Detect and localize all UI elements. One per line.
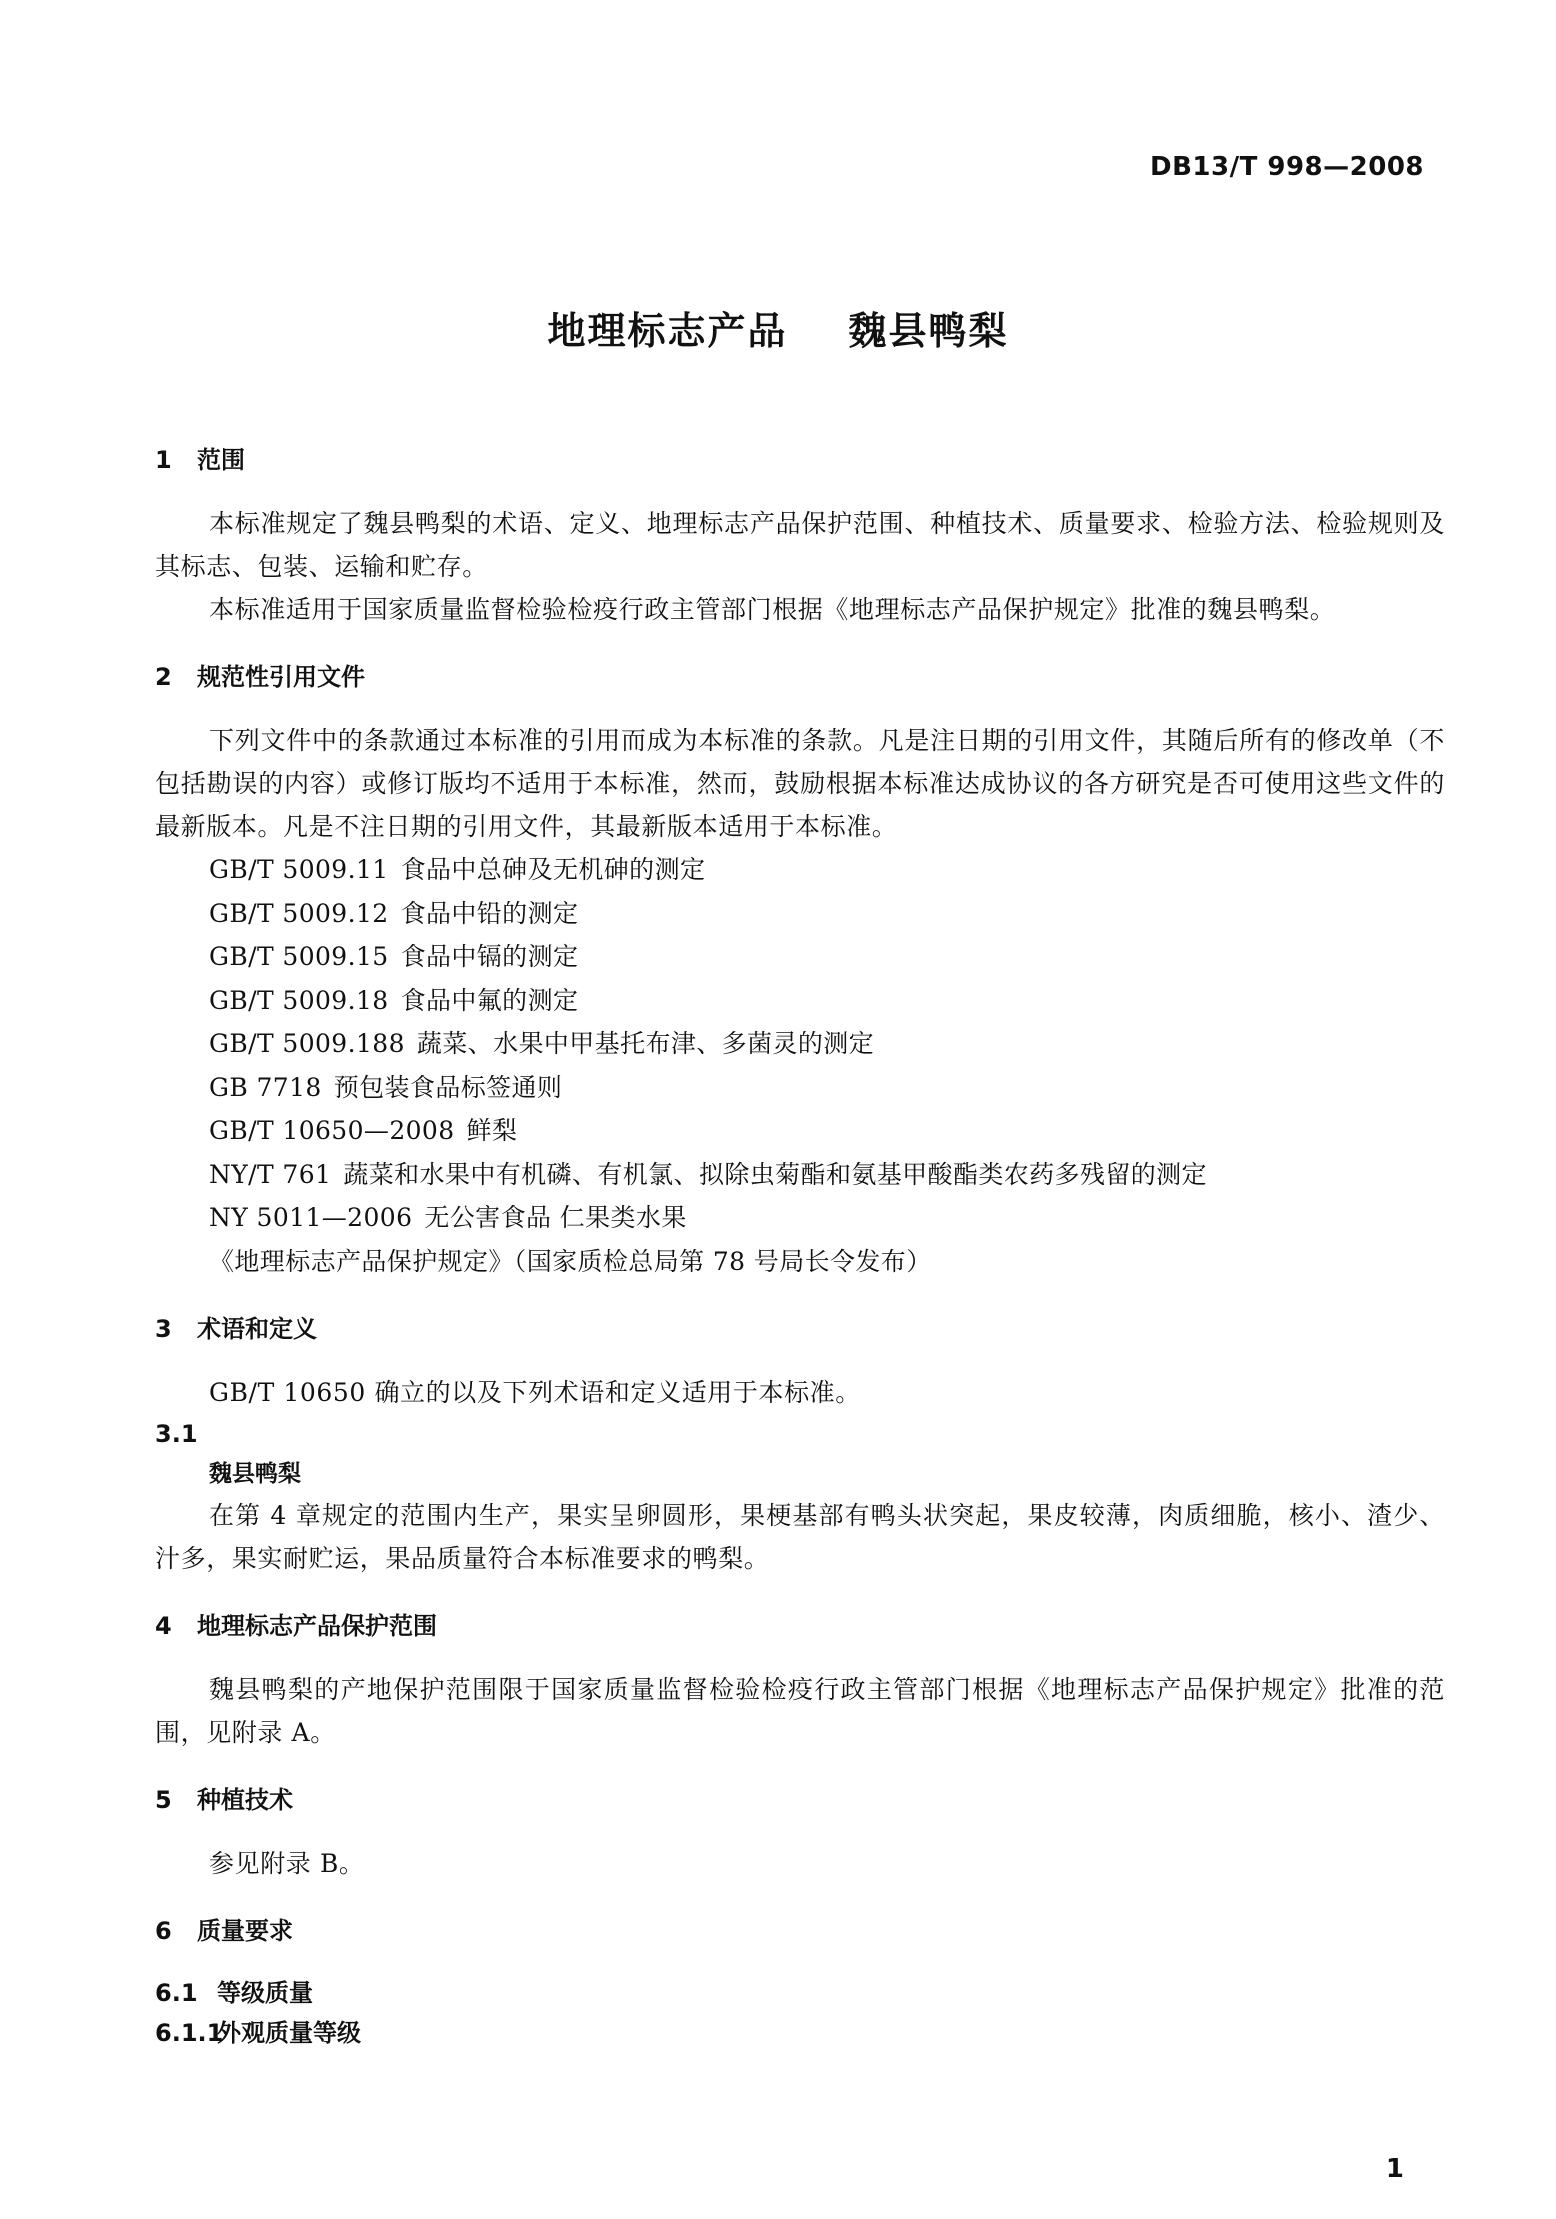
reference-item: GB/T 5009.11 食品中总砷及无机砷的测定 bbox=[209, 855, 706, 884]
section-4-heading bbox=[155, 1606, 1445, 1646]
section-number: 3 bbox=[155, 1315, 172, 1343]
page-number: 1 bbox=[1385, 2154, 1404, 2184]
term-number: 3.1 bbox=[155, 1420, 198, 1448]
section-2-paragraph-1: 下列文件中的条款通过本标准的引用而成为本标准的条款。凡是注日期的引用文件，其随后所有的修改单（不包括勘误的内容）或修订版均不适用于本标准，然而，鼓励根据本标准达成协议的各方研究是否可使用这些文件的最新版本。凡是不注日期的引用文件，其最新版本适用于本标准。 bbox=[155, 726, 1445, 841]
reference-item: GB/T 10650—2008 鲜梨 bbox=[209, 1116, 518, 1145]
document-title bbox=[0, 300, 1556, 355]
document-body bbox=[155, 440, 1445, 2053]
section-1-paragraph-2: 本标准适用于国家质量监督检验检疫行政主管部门根据《地理标志产品保护规定》批准的魏县鸭梨。 bbox=[209, 595, 1336, 624]
section-2-heading bbox=[155, 657, 1445, 697]
reference-item: NY 5011—2006 无公害食品 仁果类水果 bbox=[209, 1203, 687, 1232]
section-title: 外观质量等级 bbox=[217, 2019, 361, 2047]
section-number: 4 bbox=[155, 1612, 172, 1640]
section-4-paragraph-1: 魏县鸭梨的产地保护范围限于国家质量监督检验检疫行政主管部门根据《地理标志产品保护规定》批准的范围，见附录 A。 bbox=[155, 1675, 1445, 1747]
reference-item: 《地理标志产品保护规定》（国家质检总局第 78 号局长令发布） bbox=[209, 1246, 932, 1276]
subsection-6-1-1-heading bbox=[155, 2013, 1445, 2053]
section-title: 范围 bbox=[197, 446, 245, 474]
reference-item: GB/T 5009.15 食品中镉的测定 bbox=[209, 942, 579, 971]
section-number: 6.1.1 bbox=[155, 2019, 224, 2047]
section-number: 2 bbox=[155, 663, 172, 691]
reference-item: GB/T 5009.18 食品中氟的测定 bbox=[209, 985, 579, 1015]
section-title: 质量要求 bbox=[197, 1917, 293, 1945]
section-5-heading bbox=[155, 1780, 1445, 1820]
section-5-paragraph-1: 参见附录 B。 bbox=[209, 1849, 365, 1878]
section-title: 地理标志产品保护范围 bbox=[197, 1612, 437, 1640]
section-1-heading bbox=[155, 440, 1445, 480]
reference-item: GB 7718 预包装食品标签通则 bbox=[209, 1072, 563, 1102]
reference-item: GB/T 5009.12 食品中铅的测定 bbox=[209, 898, 579, 928]
section-3-heading bbox=[155, 1309, 1445, 1349]
title-part-1: 地理标志产品 bbox=[547, 309, 788, 353]
reference-item: GB/T 5009.188 蔬菜、水果中甲基托布津、多菌灵的测定 bbox=[209, 1029, 875, 1058]
section-number: 6.1 bbox=[155, 1979, 198, 2007]
reference-list bbox=[155, 848, 1445, 1283]
section-6-heading bbox=[155, 1911, 1445, 1951]
section-title: 规范性引用文件 bbox=[197, 663, 365, 691]
term-name: 魏县鸭梨 bbox=[209, 1461, 301, 1487]
term-definition: 在第 4 章规定的范围内生产，果实呈卵圆形，果梗基部有鸭头状突起，果皮较薄，肉质细脆，核小、渣少、汁多，果实耐贮运，果品质量符合本标准要求的鸭梨。 bbox=[155, 1501, 1445, 1573]
section-title: 等级质量 bbox=[217, 1979, 313, 2007]
section-title: 术语和定义 bbox=[197, 1315, 317, 1343]
standard-code: DB13/T 998—2008 bbox=[1150, 152, 1424, 182]
section-title: 种植技术 bbox=[197, 1786, 293, 1814]
reference-item: NY/T 761 蔬菜和水果中有机磷、有机氯、拟除虫菊酯和氨基甲酸酯类农药多残留的测定 bbox=[209, 1159, 1207, 1189]
section-number: 5 bbox=[155, 1786, 172, 1814]
section-3-paragraph-1: GB/T 10650 确立的以及下列术语和定义适用于本标准。 bbox=[209, 1378, 861, 1407]
section-number: 1 bbox=[155, 446, 172, 474]
title-part-2: 魏县鸭梨 bbox=[848, 309, 1009, 353]
section-number: 6 bbox=[155, 1917, 172, 1945]
subsection-6-1-heading bbox=[155, 1973, 1445, 2013]
section-1-paragraph-1: 本标准规定了魏县鸭梨的术语、定义、地理标志产品保护范围、种植技术、质量要求、检验方法、检验规则及其标志、包装、运输和贮存。 bbox=[155, 509, 1445, 581]
